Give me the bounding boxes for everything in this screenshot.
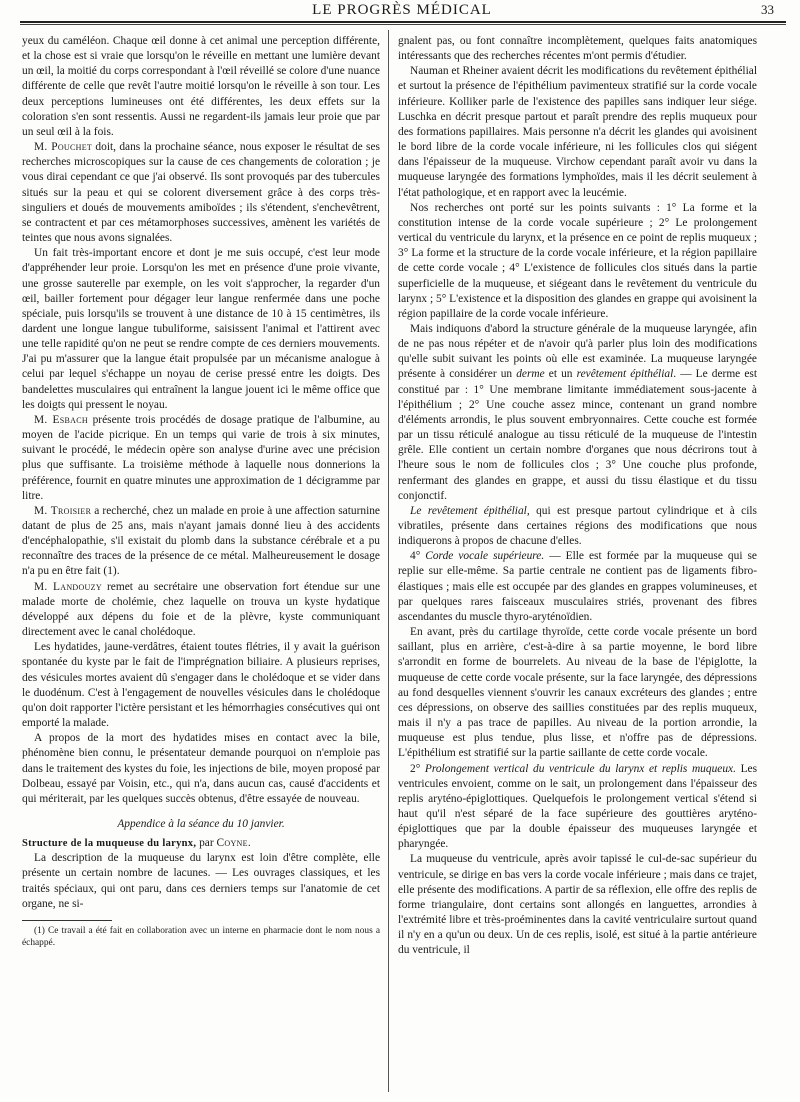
author-prefix: par (196, 837, 217, 850)
paragraph-prey: Un fait très-important encore et dont je me suis occupé, c'est leur mode d'appréhender leur proie. Lorsqu'on les met en présence d'une proie vivante, une grosse sauterelle par exemple, on les voit s'approcher, la regarder d'un œil, bailler fortement pour dégager leur langue renfermée dans une poche spéciale, puis lorsqu'ils se trouvent à une distance de 10 à 15 centimètres, ils dardent une longue langue tubuliforme, saisissent l'animal et l'attirent avec une telle rapidité qu'on ne peut se rendre compte de ces derniers mouvements. J'ai pu m'assurer que la langue était propulsée par un mécanisme analogue à celui par lequel s'échappe un noyau de cerise pressé entre les doigts. Des bandelettes musculaires qui entraînent la langue jouent ici le même office que les doigts qui pressent le noyau. (22, 247, 380, 411)
section-title-text: Structure de la muqueuse du larynx, (22, 838, 197, 850)
subsection-number: 2° (410, 762, 425, 775)
paragraph-ventricle-prolongation (398, 762, 757, 853)
paragraph-pouchet (22, 140, 380, 246)
paragraph-text: Les ventricules envoient, comme on le sait, un prolongement dans l'épaisseur des replis aryténo-épiglottiques. Quelquefois le prolongement vertical s'étend si haut qu'il n'est séparé de la face supérieure des gouttières aryténo-épiglottiques que par la double épaisseur des muqueuses laryngée et pharyngée. (398, 762, 758, 851)
section-author: Coyne. (216, 837, 251, 850)
header-rule (20, 21, 786, 23)
paragraph-text: doit, dans la prochaine séance, nous exposer le résultat de ses recherches microscopiques sur la cause de ces changements de coloration ; je vous dirai cependant ce que j'ai observé. Ils sont provoqués par des tubercules situés sur la peau et qui se colorent diversement grâce à des corps très-singuliers et doués de mouvements amiboïdes ; ils s'étendent, s'enchevêtrent, se contractent et par ces métamorphoses successives, amènent les variétés de teintes que nous avons signalées. (22, 141, 380, 245)
speaker-name: M. Landouzy (34, 580, 102, 593)
paragraph-text: . — Le derme est constitué par : 1° Une membrane limitante immédiatement sous-jacente à l'épithélium ; 2° Une couche assez mince, contenant un grand nombre d'éléments arrondis, le plus souvent embryonnaires. Cette couche est formée par un tissu réticulé analogue au tissu réticulé de la muqueuse de l'intestin grêle. Elle contient un certain nombre d'organes que nous décrirons tout à l'heure sous le nom de follicules clos ; 3° Une couche plus profonde, renfermant des glandes en grappe, et aussi du tissu élastique et du tissu conjonctif. (398, 368, 757, 502)
paragraph-bile-injections: A propos de la mort des hydatides mises en contact avec la bile, phénomène bien connu, le présentateur demande pourquoi on n'emploie pas dans le traitement des kystes du foie, les injections de bile, moyen proposé par Dolbeau, essayé par Voisin, etc., qui n'a, dans aucun cas, causé d'accidents et qui mériterait, par les quelques succès obtenus, d'être essayée de nouveau. (22, 732, 380, 805)
speaker-name: M. Troisier (34, 504, 92, 517)
term-revetement: revêtement épithélial (576, 368, 674, 381)
paragraph-hydatides: Les hydatides, jaune-verdâtres, étaient toutes flétries, il y avait la guérison spontanée du kyste par le fait de l'imprégnation biliaire. A plusieurs reprises, des vésicules mortes avaient dû s'engager dans le cholédoque et se vider dans le duodénum. C'est à l'engagement de nouvelles vésicules dans le cholédoque qu'on doit rapporter l'ictère persistant et les hémorrhagies consécutives qui ont emporté la malade. (22, 641, 380, 730)
paragraph-esbach (22, 413, 380, 504)
paragraph-chameleon-eyes: yeux du caméléon. Chaque œil donne à cet animal une perception différente, et la chose est si vraie que lorsqu'on le réveille en mettant une lumière devant un œil, la moitié du corps correspondant à l'œil réveillé se colore d'une nuance différente de celle que revêt l'autre moitié lorsqu'on le réveille à son tour. Les deux perceptions lumineuses ont été différentes, les deux effets sur la coloration s'en sont ressentis. Aussi ne regardent-ils jamais leur proie que par un seul œil à la fois. (22, 35, 380, 138)
paragraph-text: Mais indiquons d'abord la structure générale de la muqueuse laryngée, afin de ne pas nous répéter et de n'avoir qu'à parler plus loin des modifications qu'elle subit suivant les points où elle est examinée. La muqueuse laryngée présente à considérer un (398, 322, 757, 381)
paragraph-epithelium (398, 504, 757, 549)
term-derme: derme (516, 368, 545, 381)
speaker-name: M. Esbach (34, 413, 88, 426)
subsection-number: 4° (410, 550, 426, 563)
paragraph-prior-work: Nauman et Rheiner avaient décrit les modifications du revêtement épithélial et surtout la présence de l'épithélium pavimenteux stratifié sur la corde vocale inférieure. Kolliker parle de l'existence des papilles sans indiquer leur siége. Luschka en décrit presque partout et paraît prendre des replis muqueux pour des formations papillaires. Mais personne n'a décrit les glandes qui avoisinent le bord libre de la corde vocale inférieure, ni les follicules clos qui siégent dans l'épaisseur de la muqueuse. Virchow cependant paraît avoir vu dans la muqueuse laryngée des formations lymphoïdes, mais il les décrit seulement à l'état pathologique, et en rapport avec la leucémie. (398, 65, 757, 199)
paragraph-general-structure (398, 322, 757, 504)
paragraph-cord-front: En avant, près du cartilage thyroïde, cette corde vocale présente un bord saillant, plus en arrière, c'est-à-dire à sa partie moyenne, le bord libre s'arrondit en forme de bourrelets. Au niveau de la base de l'épiglotte, la muqueuse de cette corde vocale présente, sur la face laryngée, des dépressions au fond desquelles viennent s'ouvrir les canaux excréteurs des glandes ; entre ces dépressions, on observe des saillies constituées par des replis muqueux, mais il n'y a pas trace de papilles. Au niveau de la portion arrondie, la muqueuse est plus tendue, plus lisse, et n'offre pas de dépressions. L'épithélium est stratifié sur la partie saillante de cette corde vocale. (398, 626, 757, 760)
section-title (22, 836, 380, 851)
subsection-label: Corde vocale supérieure. (425, 550, 545, 563)
paragraph-ventricle-mucosa: La muqueuse du ventricule, après avoir tapissé le cul-de-sac supérieur du ventricule, se dirige en bas vers la corde vocale inférieure ; mais dans ce trajet, elle présente des modifications. A partir de sa réflexion, elle offre des replis de forme triangulaire, dont certains sont allongés en languettes, arrondies à l'extrémité libre et très-proéminentes dans la cavité ventriculaire surtout quand il n'y en a qu'un ou deux. Un de ces replis, isolé, est situé à la partie antérieure du ventricule, il (398, 853, 757, 957)
paragraph-research-points: Nos recherches ont porté sur les points suivants : 1° La forme et la constitution intense de la corde vocale supérieure ; 2° Le prolongement vertical du ventricule du larynx, et la présence en ce point de replis muqueux ; 3° La forme et la structure de la corde vocale inférieure, et la région papillaire de cette corde vocale ; 4° L'existence de follicules clos situés dans la partie superficielle de la muqueuse, et siégeant dans le revêtement du ventricule du larynx ; 5° L'existence et la disposition des glandes en grappe qui avoisinent la région papillaire de la corde vocale inférieure. (398, 201, 757, 320)
footnote-rule (22, 920, 112, 921)
appendix-heading: Appendice à la séance du 10 janvier. (117, 817, 285, 830)
running-title: LE PROGRÈS MÉDICAL (312, 2, 492, 18)
page-number: 33 (761, 2, 774, 17)
paragraph-text: présente trois procédés de dosage pratique de l'albumine, au moyen de l'acide picrique. En un temps qui varie de trois à six minutes, suivant le procédé, le médecin opère son analyse d'urine avec une précision plus que suffisante. La troisième méthode à laquelle nous donnerions la préférence, fournit en quatre minutes une approximation de 1 décigramme par litre. (22, 413, 380, 502)
column-divider (388, 30, 389, 1092)
paragraph-continuation: gnalent pas, ou font connaître incomplètement, quelques faits anatomiques intéressants que des recherches récentes m'ont permis d'étudier. (398, 35, 757, 63)
paragraph-troisier (22, 504, 380, 580)
paragraph-landouzy (22, 580, 380, 641)
subsection-label: Le revêtement épithélial, (410, 504, 530, 517)
header-rule-thin (20, 24, 786, 25)
subsection-label: Prolongement vertical du ventricule du larynx et replis muqueux. (424, 762, 736, 775)
footnote: (1) Ce travail a été fait en collaboration avec un interne en pharmacie dont le nom nous a échappé. (22, 925, 380, 948)
right-column (398, 34, 757, 959)
paragraph-text: a recherché, chez un malade en proie à une affection saturnine datant de plus de 25 ans, mais n'ayant jamais donné lieu à des accidents d'encéphalopathie, s'il existait du plomb dans la substance cérébrale et a pu reconnaître des traces de la présence de ce métal. Malheureusement le dosage n'a pu en être fait (1). (22, 504, 380, 578)
speaker-name: M. Pouchet (34, 141, 93, 154)
left-column (22, 34, 380, 949)
paragraph-upper-vocal-cord (398, 549, 757, 625)
running-head (18, 0, 786, 20)
paragraph-text: — Elle est formée par la muqueuse qui se replie sur elle-même. Sa partie centrale ne contient pas de ligaments fibro-élastiques ; mais elle est occupée par des glandes en grappes volumineuses, et par quelques rares faisceaux musculaires striés, provenant des fibres ascendantes du muscle thyro-aryténoïdien. (398, 550, 757, 623)
paragraph-text: remet au secrétaire une observation fort étendue sur une malade morte de cholémie, chez laquelle on trouva un kyste hydatique développé aux dépens du foie et de la plèvre, kyste communiquant directement avec le canal cholédoque. (22, 580, 380, 639)
paragraph-text: qui est presque partout cylindrique et à cils vibratiles, présente dans certaines régions des modifications que nous indiquerons à propos de chacune d'elles. (398, 504, 757, 548)
paragraph-larynx-intro: La description de la muqueuse du larynx est loin d'être complète, elle présente un certain nombre de lacunes. — Les ouvrages classiques, et les traités spéciaux, qui ont paru, dans ces derniers temps sur l'anatomie de cet organe, ne si- (22, 852, 380, 910)
paragraph-text: et un (544, 368, 577, 381)
